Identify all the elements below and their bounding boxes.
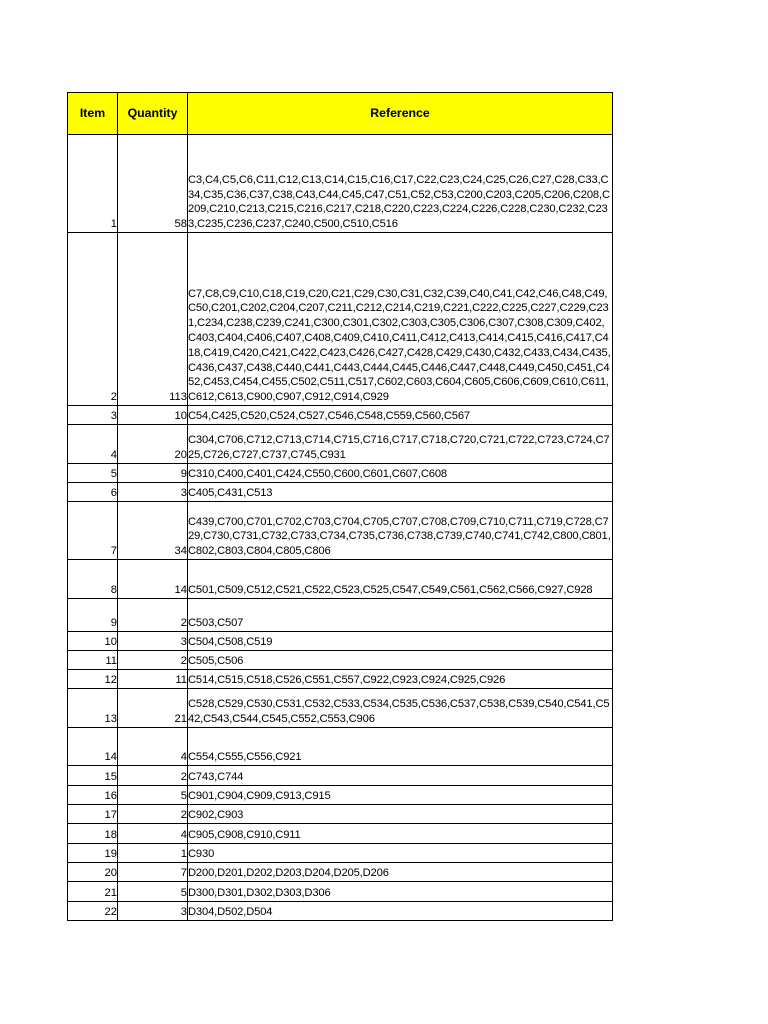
table-row — [68, 670, 613, 689]
table-row — [68, 599, 613, 632]
item-cell: 9 — [68, 599, 118, 632]
table-row — [68, 502, 613, 560]
quantity-cell: 4 — [118, 824, 188, 844]
quantity-cell: 3 — [118, 632, 188, 651]
table-row — [68, 882, 613, 902]
reference-cell: C930 — [188, 844, 613, 863]
item-cell: 1 — [68, 135, 118, 233]
header-row — [68, 93, 613, 135]
quantity-cell: 7 — [118, 863, 188, 882]
table-row — [68, 844, 613, 863]
header-quantity: Quantity — [118, 93, 188, 135]
quantity-cell: 113 — [118, 233, 188, 406]
reference-cell: C743,C744 — [188, 766, 613, 786]
table-row — [68, 483, 613, 502]
item-cell: 3 — [68, 406, 118, 425]
item-cell: 22 — [68, 902, 118, 921]
reference-cell: C902,C903 — [188, 805, 613, 824]
table-row — [68, 805, 613, 824]
reference-cell: C54,C425,C520,C524,C527,C546,C548,C559,C560,C567 — [188, 406, 613, 425]
table-row — [68, 689, 613, 728]
item-cell: 2 — [68, 233, 118, 406]
item-cell: 7 — [68, 502, 118, 560]
reference-cell: C554,C555,C556,C921 — [188, 728, 613, 766]
reference-cell: C528,C529,C530,C531,C532,C533,C534,C535,C536,C537,C538,C539,C540,C541,C542,C543,C544,C545,C552,C553,C906 — [188, 689, 613, 728]
quantity-cell: 21 — [118, 689, 188, 728]
quantity-cell: 20 — [118, 425, 188, 464]
item-cell: 8 — [68, 560, 118, 599]
item-cell: 6 — [68, 483, 118, 502]
table-row — [68, 824, 613, 844]
item-cell: 11 — [68, 651, 118, 670]
reference-cell: C405,C431,C513 — [188, 483, 613, 502]
table-row — [68, 425, 613, 464]
quantity-cell: 1 — [118, 844, 188, 863]
reference-cell: C901,C904,C909,C913,C915 — [188, 786, 613, 805]
quantity-cell: 5 — [118, 786, 188, 805]
table-body — [68, 135, 613, 921]
quantity-cell: 2 — [118, 651, 188, 670]
quantity-cell: 10 — [118, 406, 188, 425]
header-item: Item — [68, 93, 118, 135]
item-cell: 5 — [68, 464, 118, 483]
item-cell: 15 — [68, 766, 118, 786]
table-row — [68, 233, 613, 406]
quantity-cell: 3 — [118, 483, 188, 502]
reference-cell: C503,C507 — [188, 599, 613, 632]
quantity-cell: 14 — [118, 560, 188, 599]
quantity-cell: 3 — [118, 902, 188, 921]
reference-cell: C504,C508,C519 — [188, 632, 613, 651]
reference-cell: C304,C706,C712,C713,C714,C715,C716,C717,C718,C720,C721,C722,C723,C724,C725,C726,C727,C737,C745,C931 — [188, 425, 613, 464]
table-row — [68, 135, 613, 233]
quantity-cell: 4 — [118, 728, 188, 766]
table-row — [68, 902, 613, 921]
table-row — [68, 560, 613, 599]
table-row — [68, 406, 613, 425]
table-row — [68, 632, 613, 651]
item-cell: 4 — [68, 425, 118, 464]
reference-cell: D200,D201,D202,D203,D204,D205,D206 — [188, 863, 613, 882]
quantity-cell: 11 — [118, 670, 188, 689]
quantity-cell: 58 — [118, 135, 188, 233]
reference-cell: C310,C400,C401,C424,C550,C600,C601,C607,C608 — [188, 464, 613, 483]
table-row — [68, 863, 613, 882]
reference-cell: C505,C506 — [188, 651, 613, 670]
item-cell: 19 — [68, 844, 118, 863]
table-row — [68, 728, 613, 766]
quantity-cell: 2 — [118, 805, 188, 824]
quantity-cell: 2 — [118, 599, 188, 632]
reference-cell: C501,C509,C512,C521,C522,C523,C525,C547,C549,C561,C562,C566,C927,C928 — [188, 560, 613, 599]
item-cell: 16 — [68, 786, 118, 805]
reference-cell: D304,D502,D504 — [188, 902, 613, 921]
table-row — [68, 464, 613, 483]
item-cell: 17 — [68, 805, 118, 824]
reference-cell: C7,C8,C9,C10,C18,C19,C20,C21,C29,C30,C31,C32,C39,C40,C41,C42,C46,C48,C49,C50,C201,C202,C204,C207,C211,C212,C214,C219,C221,C222,C225,C227,C229,C231,C234,C238,C239,C241,C300,C301,C302,C303,C305,C306,C307,C308,C309,C402,C403,C404,C406,C407,C408,C409,C410,C411,C412,C413,C414,C415,C416,C417,C418,C419,C420,C421,C422,C423,C426,C427,C428,C429,C430,C432,C433,C434,C435,C436,C437,C438,C440,C441,C443,C444,C445,C446,C447,C448,C449,C450,C451,C452,C453,C454,C455,C502,C511,C517,C602,C603,C604,C605,C606,C609,C610,C611,C612,C613,C900,C907,C912,C914,C929 — [188, 233, 613, 406]
quantity-cell: 34 — [118, 502, 188, 560]
table-row — [68, 766, 613, 786]
item-cell: 12 — [68, 670, 118, 689]
item-cell: 13 — [68, 689, 118, 728]
table-row — [68, 786, 613, 805]
reference-cell: C514,C515,C518,C526,C551,C557,C922,C923,C924,C925,C926 — [188, 670, 613, 689]
item-cell: 20 — [68, 863, 118, 882]
reference-cell: C905,C908,C910,C911 — [188, 824, 613, 844]
reference-cell: C439,C700,C701,C702,C703,C704,C705,C707,C708,C709,C710,C711,C719,C728,C729,C730,C731,C732,C733,C734,C735,C736,C738,C739,C740,C741,C742,C800,C801,C802,C803,C804,C805,C806 — [188, 502, 613, 560]
item-cell: 10 — [68, 632, 118, 651]
item-cell: 14 — [68, 728, 118, 766]
bom-table — [67, 92, 613, 921]
reference-cell: C3,C4,C5,C6,C11,C12,C13,C14,C15,C16,C17,C22,C23,C24,C25,C26,C27,C28,C33,C34,C35,C36,C37,C38,C43,C44,C45,C47,C51,C52,C53,C200,C203,C205,C206,C208,C209,C210,C213,C215,C216,C217,C218,C220,C223,C224,C226,C228,C230,C232,C233,C235,C236,C237,C240,C500,C510,C516 — [188, 135, 613, 233]
reference-cell: D300,D301,D302,D303,D306 — [188, 882, 613, 902]
item-cell: 21 — [68, 882, 118, 902]
quantity-cell: 5 — [118, 882, 188, 902]
item-cell: 18 — [68, 824, 118, 844]
header-reference: Reference — [188, 93, 613, 135]
quantity-cell: 9 — [118, 464, 188, 483]
quantity-cell: 2 — [118, 766, 188, 786]
table-row — [68, 651, 613, 670]
